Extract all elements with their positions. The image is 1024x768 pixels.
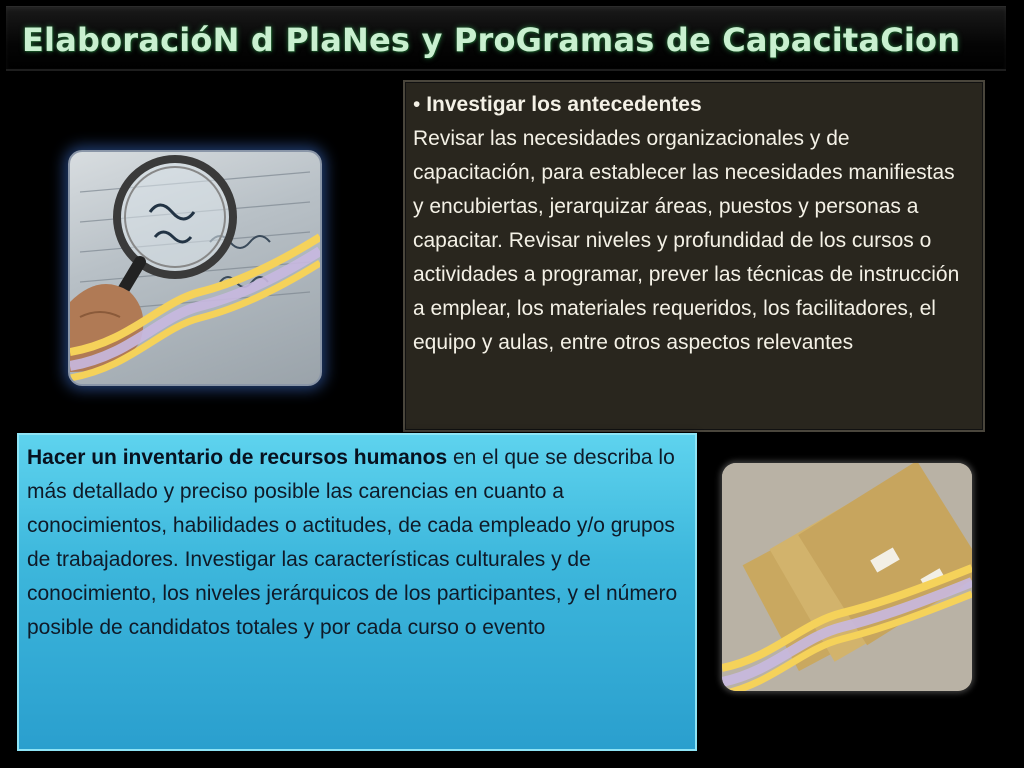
antecedentes-body: Revisar las necesidades organizacionales y de capacitación, para establecer las necesidades manifiestas y encubiertas, jerarquizar áreas, puestos y personas a capacitar. Revisar niveles y profundidad de los cursos o actividades a programar, prever las técnicas de instrucción a emplear, los materiales requeridos, los facilitadores, el equipo y aulas, entre otros aspectos relevantes [413,127,960,354]
slide-title: ElaboracióN d PlaNes y ProGramas de CapacitaCion [22,21,961,59]
title-bar [6,6,1006,71]
inventario-body: en el que se describa lo más detallado y preciso posible las carencias en cuanto a conocimientos, habilidades o actitudes, de cada empleado y/o grupos de trabajadores. Investigar las características culturales y de conocimiento, los niveles jerárquicos de los participantes, y el número posible de candidatos totales y por cada curso o evento [27,446,678,639]
inventario-paragraph [27,441,687,645]
antecedentes-heading-line [413,88,969,122]
inventario-box [17,433,697,751]
magnifier-photo [68,150,322,386]
antecedentes-box [403,80,985,432]
folders-illustration [722,463,972,691]
bullet: • [413,93,421,116]
magnifier-illustration [70,152,320,384]
antecedentes-heading: Investigar los antecedentes [426,93,702,116]
folders-photo [722,463,972,691]
inventario-heading: Hacer un inventario de recursos humanos [27,446,448,469]
